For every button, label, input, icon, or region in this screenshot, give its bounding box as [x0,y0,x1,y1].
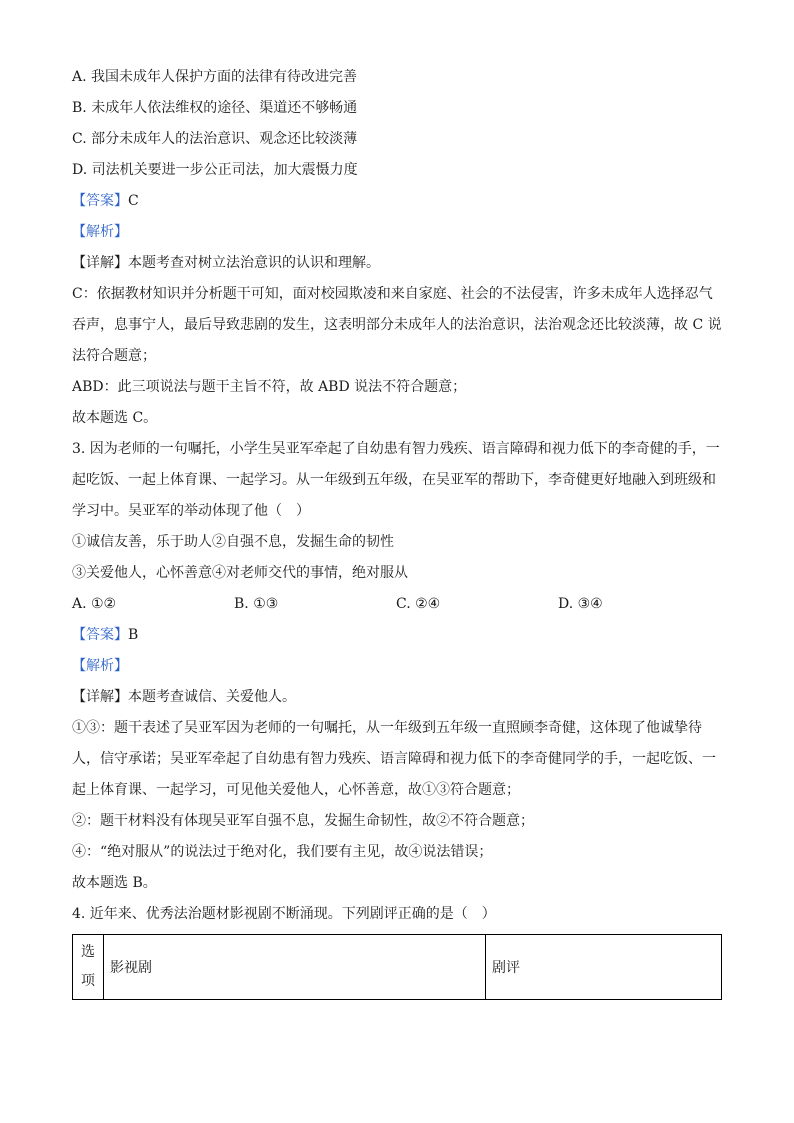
q3-answer [72,620,724,651]
detail-tag: 【详解】 [72,255,128,271]
q3-explain-line: ④：“绝对服从”的说法过于绝对化，我们要有主见，故④说法错误； [72,844,493,860]
analysis-tag: 【解析】 [72,658,128,674]
q2-explain-line: 吞声，息事宁人，最后导致悲剧的发生，这表明部分未成年人的法治意识，法治观念还比较淡薄，故 C 说 [72,317,722,333]
q3-explain-line: 起上体育课、一起学习，可见他关爱他人，心怀善意，故①③符合题意； [72,782,520,798]
q2-answer [72,186,724,217]
q2-detail [72,248,724,279]
analysis-tag: 【解析】 [72,224,128,240]
header-option: 选项 [73,935,104,1000]
q2-explain-line: 法符合题意； [72,348,156,364]
q2-analysis-heading [72,217,724,248]
q3-choice-d: D. ③④ [558,596,603,612]
document-page [72,62,724,1000]
detail-text: 本题考查诚信、关爱他人。 [128,689,296,705]
q3-explain-line: 故本题选 B。 [72,875,157,891]
q2-option-c: C. 部分未成年人的法治意识、观念还比较淡薄 [72,131,358,147]
q3-choice-c: C. ②④ [396,596,441,612]
answer-value: C [128,193,139,209]
q3-explain-line: ②：题干材料没有体现吴亚军自强不息，发掘生命韧性，故②不符合题意； [72,813,534,829]
q3-explain-line: 人，信守承诺；吴亚军牵起了自幼患有智力残疾、语言障碍和视力低下的李奇健同学的手，一起吃饭、一 [72,751,716,767]
q3-choices [72,589,724,620]
q3-analysis-heading [72,651,724,682]
q2-explain-line: 故本题选 C。 [72,410,158,426]
header-review: 剧评 [486,935,722,1000]
q3-statement: ①诚信友善，乐于助人②自强不息，发掘生命的韧性 [72,534,394,550]
q3-statement: ③关爱他人，心怀善意④对老师交代的事情，绝对服从 [72,565,408,581]
q3-stem-line: 起吃饭、一起上体育课、一起学习。从一年级到五年级，在吴亚军的帮助下，李奇健更好地融入到班级和 [72,472,716,488]
detail-tag: 【详解】 [72,689,128,705]
detail-text: 本题考查对树立法治意识的认识和理解。 [128,255,380,271]
q3-detail [72,682,724,713]
q3-choice-b: B. ①③ [234,596,279,612]
answer-value: B [128,627,139,643]
answer-tag: 【答案】 [72,193,128,209]
q3-stem-line: 学习中。吴亚军的举动体现了他（ ） [72,503,310,519]
table-header-row [73,935,722,1000]
q3-choice-a: A. ①② [72,596,117,612]
q2-explain-line: C：依据教材知识并分析题干可知，面对校园欺凌和来自家庭、社会的不法侵害，许多未成年人选择忍气 [72,286,713,302]
q2-option-d: D. 司法机关要进一步公正司法，加大震慑力度 [72,162,358,178]
q3-explain-line: ①③：题干表述了吴亚军因为老师的一句嘱托，从一年级到五年级一直照顾李奇健，这体现了他诚挚待 [72,720,702,736]
header-drama: 影视剧 [104,935,486,1000]
q2-option-a: A. 我国未成年人保护方面的法律有待改进完善 [72,69,358,85]
q2-option-b: B. 未成年人依法维权的途径、渠道还不够畅通 [72,100,358,116]
q2-explain-line: ABD：此三项说法与题干主旨不符，故 ABD 说法不符合题意； [72,379,467,395]
q4-stem: 4. 近年来、优秀法治题材影视剧不断涌现。下列剧评正确的是（ ） [72,906,496,922]
q3-stem-line: 3. 因为老师的一句嘱托，小学生吴亚军牵起了自幼患有智力残疾、语言障碍和视力低下的李奇健的手，一 [72,441,720,457]
answer-tag: 【答案】 [72,627,128,643]
q4-table [72,934,722,1000]
